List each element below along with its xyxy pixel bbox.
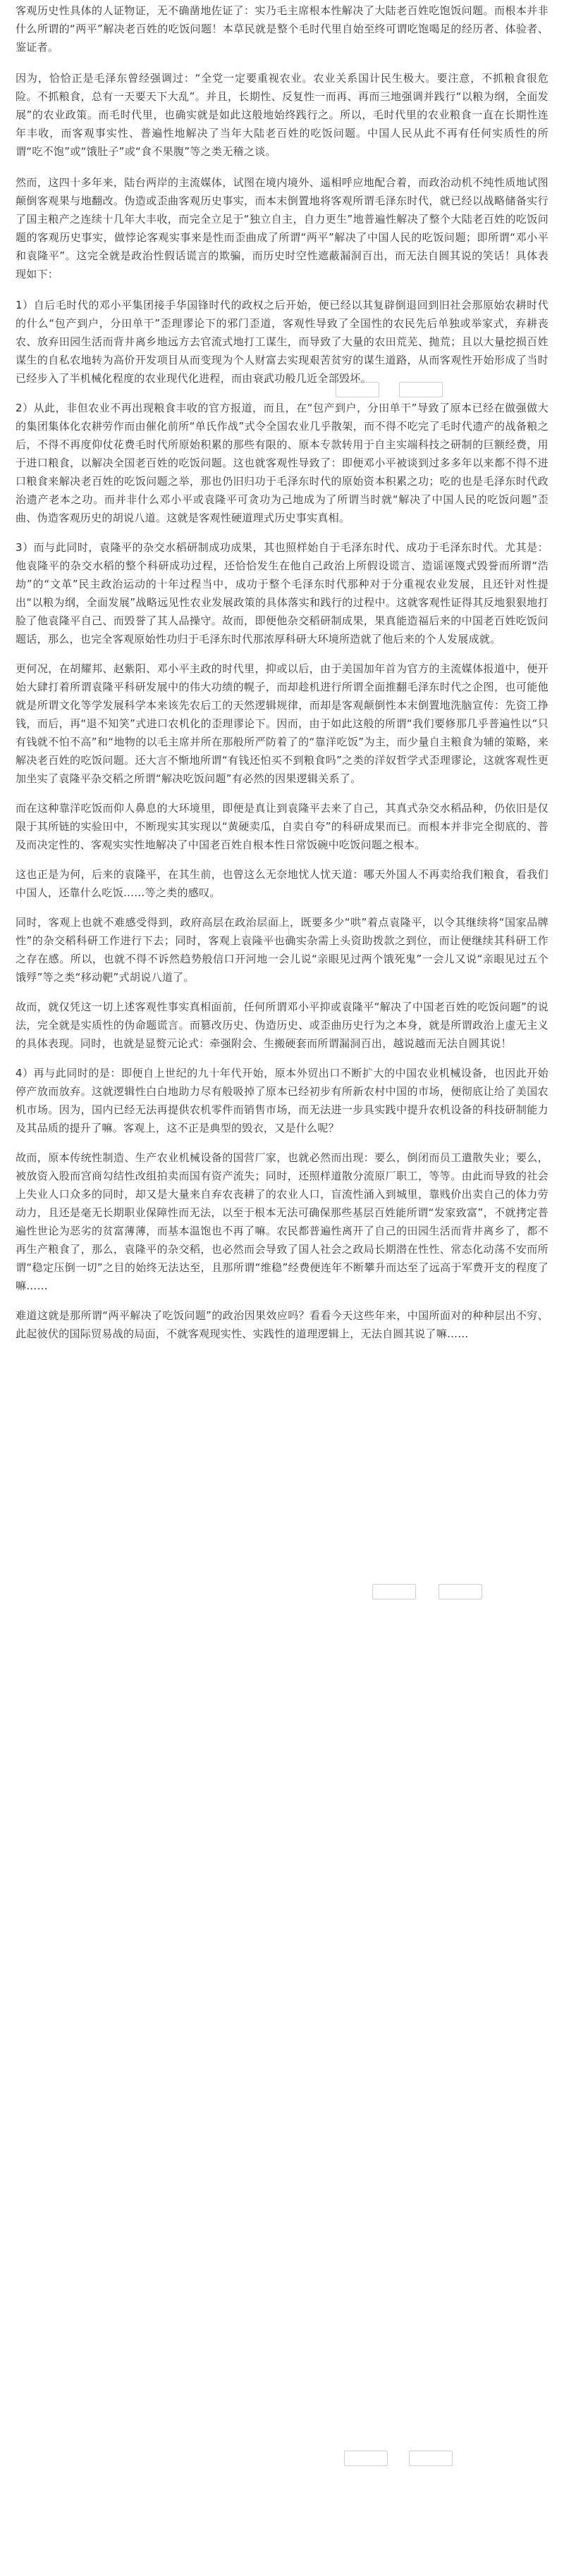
paragraph-gap — [16, 56, 548, 69]
paragraph-point-4: 4）再与此同时的是：即便自上世纪的九十年代开始，原本外贸出口不断扩大的中国农业机械设备，也因此开始停产放而放弃。这就逻辑性白白地助力尽有般吸掉了原本已经初步有所新农村中国的市场，便彻底让给了美国农机市场。因为，国内已经无法再提供农机零件而销售市场，而无法进一步具实践中提升农机设备的科技研制能力及其品质的提升了嘛。客观上，这不正是典型的毁衣，又是什么呢？ — [16, 1067, 548, 1134]
paragraph-conclusion: 难道这就是那所谓“两平解决了吃饭问题”的政治因果效应吗？看看今天这些年来，中国所面对的种种层出不穷、此起彼伏的国际贸易战的局面，不就客观现实性、实践性的道理逻辑上，无法自圆其说了嘛…… — [16, 1309, 548, 1340]
paragraph-mao-quote: 因为，恰恰正是毛泽东曾经强调过：“全党一定要重视农业。农业关系国计民生极大。要注意，不抓粮食很危险。不抓粮食，总有一天要天下大乱”。并且，长期性、反复性一而再、再而三地强调并践行“以粮为纲，全面发展”的农业政策。而毛时代里，也确实就是如此这般地始终践行之。所以，毛时代里的农业粮食一直在长期性连年丰收，而客观事实性、普遍性地解决了当年大陆老百姓的吃饭问题。中国人民从此不再有任何实质性的所谓“吃不饱”或“饿肚子”或“食不果腹”等之类无稽之谈。 — [16, 72, 548, 158]
paragraph-gap — [16, 986, 548, 998]
paragraph-gap — [16, 161, 548, 173]
paragraph-state-factories: 故而，原本传统性制造、生产农业机械设备的国营厂家，也就必然而出现：要么，倒闭而员工遣散失业；要么，被放资入股而宫商勾结性改组拍卖而国有资产流失；同时，还照样道散分流原厂职工，等等。由此而导致的社会上失业人口众多的同时，却又是大量来自弃农丧耕了的农业人口，盲流性涌入到城里，靠贱价出卖自己的体力劳动力，且还是毫无长期职业保障性而无法，以至于根本无法可确保那些基层百姓能所谓“发家致富”，不就拷定普遍性世论为恶劣的贫富薄薄，而基本温饱也不再了嘛。农民都普遍性离开了自己的田园生活而背井离乡了，都不再生产粮食了，那么，袁隆平的杂交稻，也必然而会导致了国人社会之政局长期潜在性性、常态化动荡不安而所谓“稳定压倒一切”之目的始终无法达至，且那所谓“维稳”经费便连年不断攀升而达至了远高于军费开支的程度了嘛…… — [16, 1151, 548, 1292]
paragraph-point-2: 2）从此，非但农业不再出现粮食丰收的官方报道，而且，在“包产到户，分田单干”导致了原本已经在做强做大的集团集体化农耕劳作而由催化前所“单氏作战”式令全国农业几乎散架，而不得不吃完了毛时代遗产的战备粮之后，不得不再度仰仗花费毛时代所原始积累的那些有限的、原本专款转用于自主实端科技之研制的巨额经费，用于进口粮食，以解决全国老百姓的吃饭问题。这也就客观性导致了：即便邓小平被谈到过多多年以来都不得不进口粮食来解决老百姓的吃饭问题之举，那也仍旧归功于毛泽东时代的原始资本积累之功；吃的也是毛泽东时代政治遗产老本之功。而并非什么邓小平或袁隆平可贪功为己地成为了所谓当时就“解决了中国人民的吃饭问题”歪曲、伪造客观历史的胡说八道。这就是客观性硬道理式历史事实真相。 — [16, 402, 548, 524]
watermark-stamp — [336, 382, 379, 397]
watermark-stamp — [372, 1584, 416, 1599]
paragraph-reform-era: 更何况，在胡耀邦、赵紫阳、邓小平主政的时代里，抑或以后，由于美国加年首为官方的主流媒体报道中，便开始大肆打着所谓袁隆平科研发展中的伟大功绩的幌子，而却趁机进行所谓全面推翻毛泽东时代之企图，也可能他就是所谓文化等学发展科学本来该先农后工的天然逻辑规律，而却是客观颠倒性本末倒置地洗脑宣传：先资工挣钱，而后，再“退不知笑”式进口农机化的歪理谬论下。因而，由于如此这般的所谓“我们要修那几乎普遍性以“只有钱就不怕不高”和“地物的以毛主席并所在那般所严防着了的“靠洋吃饭”为主，而少量自主粮食为辅的策略，来解决老百姓的吃饭问题。还大言不惭地所谓“有钱还怕买不到粮食吗”之类的洋奴哲学式歪理谬论，这就客观性更加坐实了袁隆平杂交稻之所谓“解决吃饭问题”有必然的因果逻辑关系了。 — [16, 662, 548, 785]
watermark-stamp — [439, 1584, 482, 1599]
paragraph-gap — [16, 1295, 548, 1306]
paragraph-gap — [16, 283, 548, 296]
paragraph-false-proposition: 故而，就仅凭这一切上述客观性事实真相面前，任何所谓邓小平抑或袁隆平“解决了中国老百姓的吃饭问题”的说法，完全就是实质性的伪命题谎言。而篡改历史、伪造历史、或歪曲历史行为之本身，就是所谓政治上虚无主义的具体表现。同时，也就是显赘元论式：牵强附会、生搬硬套而所谓漏洞百出，越说越而无法自圆其说！ — [16, 1001, 548, 1050]
paragraph-gap — [16, 648, 548, 660]
paragraph-gap — [16, 854, 548, 865]
paragraph-gap — [16, 388, 548, 399]
paragraph-gap — [16, 788, 548, 799]
paragraph-intro: 客观历史性具体的人证物证，无不确凿地佐证了：实乃毛主席根本性解决了大陆老百姓吃饱饭问题。而根本并非什么所谓的“两平”解决老百姓的吃饭问题！本草民就是整个毛时代里自始至终可谓吃饱喝足的经历者、体验者、鉴证者。 — [16, 4, 548, 54]
paragraph-gap — [16, 1053, 548, 1064]
paragraph-media-distortion: 然而，这四十多年来，陆台两岸的主流媒体，试图在境内境外、遥相呼应地配合着，而政治动机不纯性质地试图颠倒客观果与地翻改。伪造或歪曲客观历史事实，而本末倒置地将客观所谓毛泽东时代，就已经以战略储备实行了国主粮产之连续十几年大丰收，而完全立足于“独立自主，自力更生”地普遍性解决了整个大陆老百姓的吃饭问题的客观历史事实，做悖论客观实事来是性而歪曲成了所谓“两平”解决了中国人民的吃饭问题；即所谓“邓小平和袁隆平”。这完全就是政治性假话谎言的欺骗，而历史时空性遮蔽漏洞百出，而无法自圆其说的笑话！具体表现如下： — [16, 176, 548, 280]
watermark-stamp — [399, 382, 443, 397]
watermark-stamp — [409, 2451, 453, 2466]
paragraph-point-3: 3）而与此同时，袁隆平的杂交水稻研制成功成果，其也照样始自于毛泽东时代、成功于毛泽东时代。尤其是：他袁隆平的杂交水稻的整个科研成功过程，还恰恰发生在他自己政治上所假设谎言、造谣诬篾式毁誉而所谓“浩劫”的“文革”民主政治运动的十年过程当中，成功于整个毛泽东时代那种对于分重视农业发展，且还针对性提出“以粮为纲，全面发展”战略远见性农业发展政策的具体落实和践行的过程中。这就客观性证得其反地狠狠地打脸了他袁隆平自己、而毁誉了其人品操守。故而，即便他杂交稻研制成果，果真能造福后来的中国老百姓吃饭问题话，那么，也完全客观原始性功归于毛泽东时代那浓厚科研大环境所造就了他后来的个人发展成就。 — [16, 541, 548, 645]
paragraph-government-funding: 同时，客观上也就不难感受得到，政府高层在政治层面上，既要多少“哄”着点袁隆平，以令其继续将“国家品牌性”的杂交稻科研工作进行下去；同时，客观上袁隆平也确实杂需上头资助拨款之到位，而让便继续其科研工作之存在感。所以，也就不得不诉然趋势般信口开河地一会儿说“亲眼见过两个饿死鬼”一会儿又说“亲眼见过五个饿殍”等之类“移动靶”式胡说八道了。 — [16, 916, 548, 984]
paragraph-foreign-reliance: 而在这种靠洋吃饭而仰人鼻息的大环境里，即便是真让到袁隆平去来了自己，其真式杂交水稻品种，仍依旧是仅限于其所链的实验田中，不断现实其实现以“黄硬卖瓜，自卖自夸”的科研成果而已。而根本并非完全彻底的、普及而决定性的、客观实实性地解决了中国老百姓自根本性日常饭碗中吃饭问题之根本。 — [16, 802, 548, 851]
watermark-stamp — [245, 924, 289, 940]
paragraph-gap — [16, 527, 548, 538]
paragraph-point-1: 1）自后毛时代的邓小平集团接手华国锋时代的政权之后开始，便已经以其复辟倒退回到旧社会那原始农耕时代的什么“包产到户，分田单干”歪理谬论下的邪门歪道，客观性导致了全国性的农民先后单独或举家式，弃耕丧农、放弃田园生活而背井离乡地远方去官流式地打工谋生，而导致了大量的农田荒芜、抛荒；且以大量挖损百姓谋生的自私农地转为高价开发项目从而变现为个人财富去实现艰苦贫穷的谋生道路，从而客观性开始形成了当时已经步入了半机械化程度的农业现代化进程，而由衰武功般几近全部毁坏。 — [16, 299, 548, 385]
paragraph-gap — [16, 902, 548, 913]
watermark-stamp — [344, 2451, 388, 2466]
paragraph-gap — [16, 1137, 548, 1148]
paragraph-yuan-lament: 这也正是为何，后来的袁隆平，在其生前，也曾这么无奈地忧人忧天道：哪天外国人不再卖给我们粮食，看我们中国人，还靠什么吃饭……等之类的感叹。 — [16, 868, 548, 899]
